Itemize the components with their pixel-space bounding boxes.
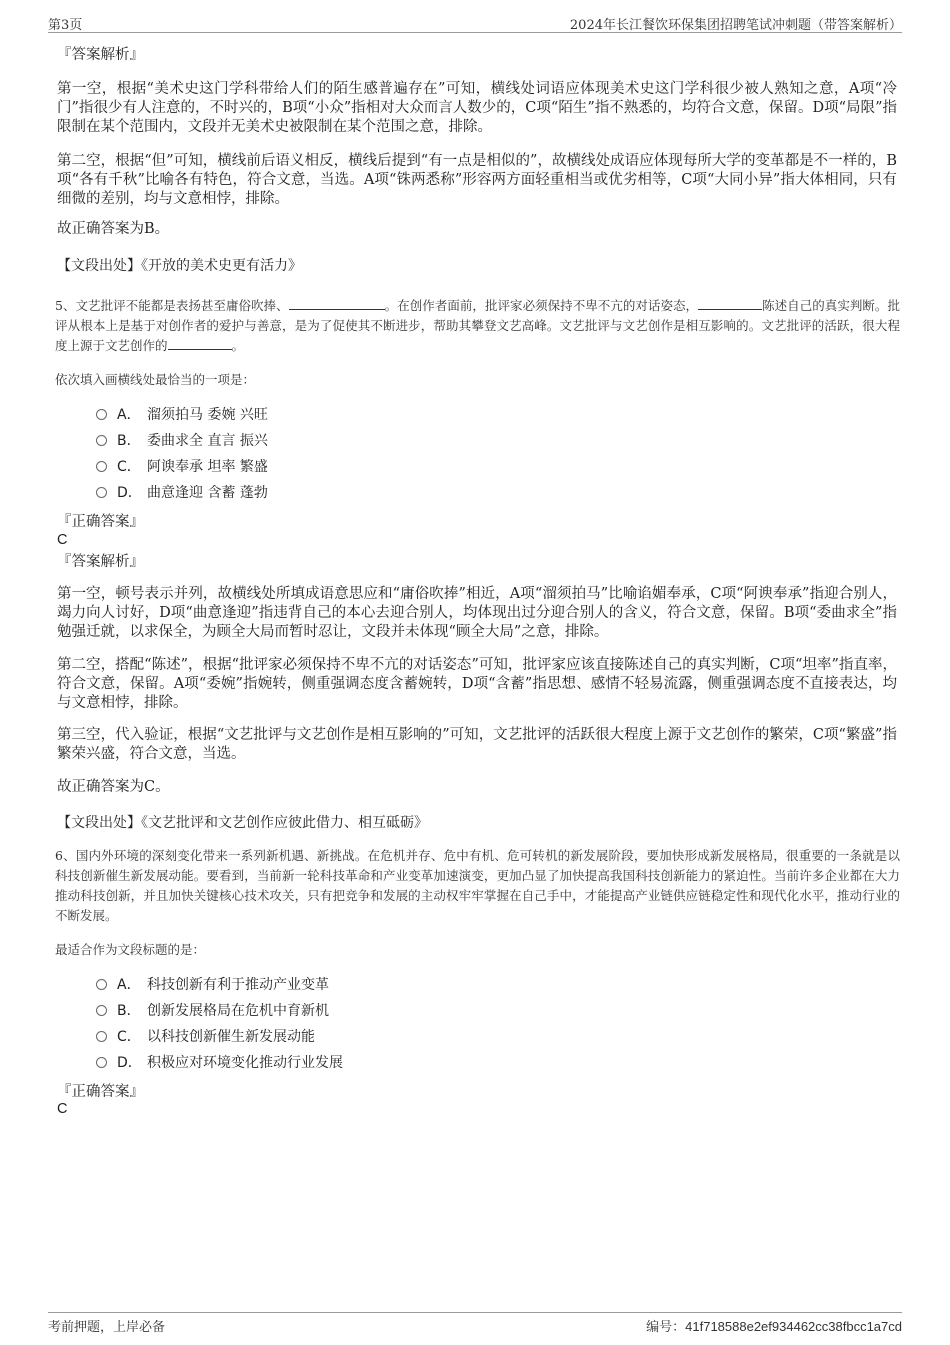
q5-blank-1: [289, 297, 385, 310]
q6-answer-label: 『正确答案』: [57, 1084, 144, 1100]
q5-answer-label: 『正确答案』: [57, 514, 144, 530]
radio-icon[interactable]: [96, 1057, 107, 1068]
document-title: 2024年长江餐饮环保集团招聘笔试冲刺题（带答案解析）: [569, 18, 902, 33]
footer-slogan: 考前押题，上岸必备: [48, 1320, 166, 1335]
page-footer: [48, 1312, 902, 1333]
q5-option-b[interactable]: B． 委曲求全 直言 振兴: [96, 431, 268, 451]
radio-icon[interactable]: [96, 461, 107, 472]
q6-stem: 6、国内外环境的深刻变化带来一系列新机遇、新挑战。在危机并存、危中有机、危可转机的新发展阶段，要加快形成新发展格局，很重要的一条就是以科技创新催生新发展动能。要看到，当前新一轮科技革命和产业变革加速演变，更加凸显了加快提高我国科技创新能力的紧迫性。当前许多企业都在大力推动科技创新，并且加快关键核心技术攻关，只有把竞争和发展的主动权牢牢掌握在自己手中，才能提高产业链供应链稳定性和现代化水平，推动行业的不断发展。: [55, 848, 900, 923]
q4-analysis-para-1: 第一空，根据“美术史这门学科带给人们的陌生感普遍存在”可知，横线处词语应体现美术史这门学科很少被人熟知之意，A项“冷门”指很少有人注意的，不时兴的，B项“小众”指相对大众而言人数少的，C项“陌生”指不熟悉的，均符合文意，保留。D项“局限”指限制在某个范围内，文段并无美术史被限制在某个范围之意，排除。: [57, 81, 897, 135]
radio-icon[interactable]: [96, 1031, 107, 1042]
q4-analysis-para-2: 第二空，根据“但”可知，横线前后语义相反，横线后提到“有一点是相似的”，故横线处成语应体现每所大学的变革都是不一样的，B项“各有千秋”比喻各有特色，符合文意，当选。A项“铢两悉称”形容两方面轻重相当或优劣相等，C项“大同小异”指大体相同，只有细微的差别，均与文意相悖，排除。: [57, 153, 897, 207]
q5-blank-2: [698, 297, 762, 310]
q5-stem-part-1: 5、文艺批评不能都是表扬甚至庸俗吹捧、: [55, 298, 289, 313]
q5-analysis-para-2: 第二空，搭配“陈述”，根据“批评家必须保持不卑不亢的对话姿态”可知，批评家应该直接陈述自己的真实判断，C项“坦率”指直率，符合文意，保留。A项“委婉”指婉转，侧重强调态度含蓄婉转，D项“含蓄”指思想、感情不轻易流露，侧重强调态度不直接表达，均与文意相悖，排除。: [57, 657, 897, 711]
q6-option-d[interactable]: D． 积极应对环境变化推动行业发展: [96, 1053, 343, 1073]
q5-answer: C: [57, 532, 68, 548]
q5-option-d[interactable]: D． 曲意逢迎 含蓄 蓬勃: [96, 483, 268, 503]
q5-analysis-para-3: 第三空，代入验证，根据“文艺批评与文艺创作是相互影响的”可知，文艺批评的活跃很大程度上源于文艺创作的繁荣，C项“繁盛”指繁荣兴盛，符合文意，当选。: [57, 727, 897, 762]
q5-option-c[interactable]: C． 阿谀奉承 坦率 繁盛: [96, 457, 268, 477]
q4-analysis-label: 『答案解析』: [57, 47, 144, 63]
q6-answer: C: [57, 1101, 68, 1117]
q5-prompt: 依次填入画横线处最恰当的一项是：: [55, 372, 256, 387]
q6-prompt: 最适合作为文段标题的是：: [55, 942, 206, 957]
q5-analysis-para-1: 第一空，顿号表示并列，故横线处所填成语意思应和“庸俗吹捧”相近，A项“溜须拍马”比喻谄媚奉承，C项“阿谀奉承”指迎合别人，竭力向人讨好，D项“曲意逢迎”指违背自己的本心去迎合别人，均体现出过分迎合别人的含义，符合文意，保留。B项“委曲求全”指勉强迁就，以求保全，为顾全大局而暂时忍让，文段并未体现“顾全大局”之意，排除。: [57, 586, 897, 640]
q5-option-a[interactable]: A． 溜须拍马 委婉 兴旺: [96, 405, 268, 425]
q5-stem: [55, 296, 900, 356]
q4-source: 【文段出处】《开放的美术史更有活力》: [57, 258, 302, 274]
q5-analysis-label: 『答案解析』: [57, 554, 144, 570]
q6-option-a[interactable]: A． 科技创新有利于推动产业变革: [96, 975, 329, 995]
q5-stem-part-3: 陈述自己的真实判断。批评从根本上是基于对创作者的爱护与善意，是为了促使其不断进步，帮助其攀登文艺高峰。文艺批评与文艺创作是相互影响的。文艺批评的活跃，很大程度上源于文艺创作的: [55, 298, 900, 353]
q6-option-c[interactable]: C． 以科技创新催生新发展动能: [96, 1027, 315, 1047]
q5-source: 【文段出处】《文艺批评和文艺创作应彼此借力、相互砥砺》: [57, 815, 428, 831]
radio-icon[interactable]: [96, 487, 107, 498]
q6-option-b[interactable]: B． 创新发展格局在危机中育新机: [96, 1001, 329, 1021]
q5-blank-3: [168, 337, 232, 350]
radio-icon[interactable]: [96, 435, 107, 446]
document-id: 编号：41f718588e2ef934462cc38fbcc1a7cd: [646, 1319, 902, 1334]
radio-icon[interactable]: [96, 1005, 107, 1016]
q4-conclusion: 故正确答案为B。: [57, 221, 170, 237]
q5-conclusion: 故正确答案为C。: [57, 779, 170, 795]
page-header: [48, 12, 902, 33]
q5-stem-part-2: 。在创作者面前，批评家必须保持不卑不亢的对话姿态，: [384, 298, 699, 313]
radio-icon[interactable]: [96, 979, 107, 990]
radio-icon[interactable]: [96, 409, 107, 420]
q5-stem-part-4: 。: [231, 338, 245, 353]
page-number: 第3页: [48, 18, 83, 33]
